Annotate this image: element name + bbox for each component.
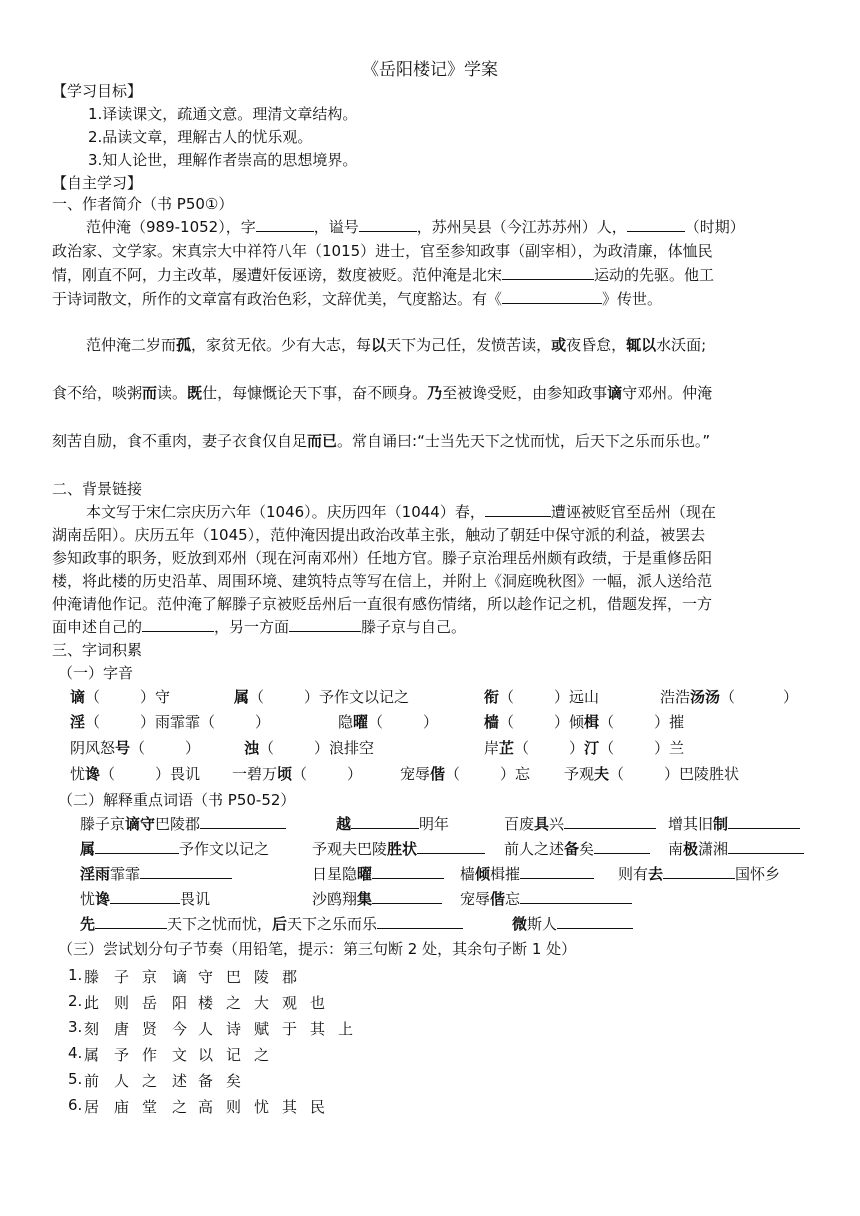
sentence-char: 人 bbox=[114, 1072, 130, 1090]
heading-key-words: （二）解释重点词语（书 P50-52） bbox=[58, 791, 296, 809]
sentence-char: 也 bbox=[310, 994, 326, 1012]
answer-blank[interactable] bbox=[95, 838, 179, 854]
sentence-char: 作 bbox=[142, 1046, 158, 1064]
sentence-char: 岳 bbox=[142, 994, 158, 1012]
sentence-char: 以 bbox=[198, 1046, 214, 1064]
answer-blank[interactable] bbox=[520, 863, 594, 879]
sentence-char: 民 bbox=[310, 1098, 326, 1116]
intro-line-1: 范仲淹（989-1052），字 ，谥号 ，苏州吴县（今江苏苏州）人， （时期） bbox=[86, 218, 745, 236]
sentence-char: 滕 bbox=[84, 968, 100, 986]
story-line-1: 范仲淹二岁而孤，家贫无依。少有大志，每以天下为己任，发愤苦读，或夜昏怠，辄以水沃面; bbox=[86, 336, 707, 354]
document-page: 《岳阳楼记》学案 【学习目标】 1.译读课文，疏通文意。理清文章结构。 2.品读文章，理解古人的忧乐观。 3.知人论世，理解作者崇高的思想境界。 【自主学习】 一、作者简介（书 P50①） 范仲淹（989-1052），字 ，谥号 ，苏州吴县（今江苏苏州）人， （时期） 政治家、文学家。宋真宗大中祥符八年（1015）进士，官至参知政事（副宰相），为政清廉，体恤民 情，刚直不阿，力主改革，屡遭奸佞诬谤，数度被贬。范仲淹是北宋 运动的先驱。他工 于诗词散文，所作的文章富有政治色彩，文辞优美，气度豁达。有《 》传世。 范仲淹二岁而孤，家贫无依。少有大志，每以天下为己任，发愤苦读，或夜昏怠，辄以水沃面; 食不给，啖粥而读。既仕，每慷慨论天下事，奋不顾身。乃至被谗受贬，由参知政事谪守邓州。仲淹 刻苦自励，食不重肉，妻子衣食仅自足而已。常自诵曰:“士当先天下之忧而忧，后天下之乐而乐也。” 二、背景链接 本文写于宋仁宗庆历六年（1046）。庆历四年（1044）春， 遭诬被贬官至岳州（现在 湖南岳阳）。庆历五年（1045），范仲淹因提出政治改革主张，触动了朝廷中保守派的利益，被罢去 参知政事的职务，贬放到邓州（现在河南邓州）任地方官。滕子京治理岳州颇有政绩，于是重修岳阳 楼，将此楼的历史沿革、周围环境、建筑特点等写在信上，并附上《洞庭晚秋图》一幅，派人送给范 仲淹请他作记。范仲淹了解滕子京被贬岳州后一直很有感伤情绪，所以趁作记之机，借题发挥，一方 面申述自己的 ，另一方面 滕子京与自己。 三、字词积累 （一）字音 谪（ ）守 属（ ）予作文以记之 衔（ ）远山 浩浩汤汤（ ） 淫（ ）雨霏霏（ ） 隐曜（ ） 樯（ ）倾楫（ ）摧 阴风怒号（ ） 浊（ ）浪排空 岸芷（ ）汀（ ）兰 忧谗（ ）畏讥 一碧万顷（ ） 宠辱偕（ ）忘 予观夫（ ）巴陵胜状 （二）解释重点词语（书 P50-52） 滕子京谪守巴陵郡 越 明年 百废具兴 增其旧制 属 予作文以记之 予观夫巴陵胜状 前人之述备矣 南极潇湘 淫雨霏霏 日星隐曜 樯倾楫摧 则有去 国怀乡 忧谗 畏讥 沙鸥翔集 宠辱偕忘 先 天下之忧而忧，后天下之乐而乐 微斯人 （三）尝试划分句子节奏（用铅笔，提示：第三句断 2 处，其余句子断 1 处） 1. 滕 子 京 谪 守 巴 陵 郡 2. 此 则 岳 阳 楼 之 大 观 也 3. 刻 唐 贤 今 人 诗 赋 于 其 上 4. 属 予 作 文 以 记 之 5. 前 人 之 述 备 矣 6. 居 庙 堂 之 高 则 忧 其 民 bbox=[0, 0, 860, 1216]
bg-line-4: 楼，将此楼的历史沿革、周围环境、建筑特点等写在信上，并附上《洞庭晚秋图》一幅，派人送给范 bbox=[52, 572, 713, 590]
sentence-char: 人 bbox=[198, 1020, 214, 1038]
answer-blank[interactable] bbox=[351, 813, 419, 829]
sentence-char: 楼 bbox=[198, 994, 214, 1012]
answer-blank[interactable] bbox=[377, 913, 463, 929]
intro-line-3: 情，刚直不阿，力主改革，屡遭奸佞诬谤，数度被贬。范仲淹是北宋 运动的先驱。他工 bbox=[52, 266, 715, 284]
sentence-char: 观 bbox=[282, 994, 298, 1012]
heading-rhythm: （三）尝试划分句子节奏（用铅笔，提示：第三句断 2 处，其余句子断 1 处） bbox=[58, 940, 577, 958]
intro-line-2: 政治家、文学家。宋真宗大中祥符八年（1015）进士，官至参知政事（副宰相），为政清廉，体恤民 bbox=[52, 242, 713, 260]
story-line-2: 食不给，啖粥而读。既仕，每慷慨论天下事，奋不顾身。乃至被谗受贬，由参知政事谪守邓州。仲淹 bbox=[52, 384, 713, 402]
answer-blank[interactable] bbox=[663, 863, 735, 879]
sentence-char: 其 bbox=[310, 1020, 326, 1038]
key-word: 以 bbox=[371, 336, 387, 354]
sentence-number: 2. bbox=[68, 992, 83, 1010]
sentence-char: 诗 bbox=[226, 1020, 242, 1038]
sentence-char: 京 bbox=[142, 968, 158, 986]
sentence-char: 此 bbox=[84, 994, 100, 1012]
blank-movement[interactable] bbox=[502, 264, 594, 280]
answer-blank[interactable] bbox=[372, 863, 444, 879]
sentence-char: 谪 bbox=[172, 968, 188, 986]
blank-period[interactable] bbox=[627, 216, 685, 232]
story-line-3: 刻苦自励，食不重肉，妻子衣食仅自足而已。常自诵曰:“士当先天下之忧而忧，后天下之乐而乐也。” bbox=[52, 432, 711, 450]
sentence-char: 予 bbox=[114, 1046, 130, 1064]
bg-line-5: 仲淹请他作记。范仲淹了解滕子京被贬岳州后一直很有感伤情绪，所以趁作记之机，借题发挥，一方 bbox=[52, 595, 713, 613]
sentence-number: 5. bbox=[68, 1070, 83, 1088]
key-word: 乃 bbox=[427, 384, 443, 402]
key-word: 辄以 bbox=[626, 336, 657, 354]
sentence-char: 忧 bbox=[254, 1098, 270, 1116]
sentence-char: 记 bbox=[226, 1046, 242, 1064]
sentence-char: 前 bbox=[84, 1072, 100, 1090]
sentence-char: 郡 bbox=[282, 968, 298, 986]
sentence-char: 刻 bbox=[84, 1020, 100, 1038]
key-word: 孤 bbox=[176, 336, 192, 354]
sentence-char: 之 bbox=[254, 1046, 270, 1064]
sentence-char: 赋 bbox=[254, 1020, 270, 1038]
sentence-number: 1. bbox=[68, 966, 83, 984]
goal-item: 1.译读课文，疏通文意。理清文章结构。 bbox=[88, 105, 358, 123]
sentence-char: 之 bbox=[172, 1098, 188, 1116]
goal-item: 2.品读文章，理解古人的忧乐观。 bbox=[88, 128, 313, 146]
section-learning-goals: 【学习目标】 bbox=[52, 82, 143, 100]
sentence-char: 今 bbox=[172, 1020, 188, 1038]
sentence-char: 矣 bbox=[226, 1072, 242, 1090]
sentence-char: 子 bbox=[114, 968, 130, 986]
sentence-char: 其 bbox=[282, 1098, 298, 1116]
answer-blank[interactable] bbox=[594, 838, 650, 854]
answer-blank[interactable] bbox=[557, 913, 633, 929]
heading-vocab: 三、字词积累 bbox=[52, 641, 143, 659]
sentence-char: 述 bbox=[172, 1072, 188, 1090]
heading-background: 二、背景链接 bbox=[52, 480, 143, 498]
blank-courtesy-name[interactable] bbox=[256, 216, 314, 232]
bg-line-6: 面申述自己的 ，另一方面 滕子京与自己。 bbox=[52, 618, 467, 636]
sentence-char: 居 bbox=[84, 1098, 100, 1116]
sentence-char: 大 bbox=[254, 994, 270, 1012]
blank-works[interactable] bbox=[502, 288, 602, 304]
sentence-char: 之 bbox=[226, 994, 242, 1012]
sentence-char: 唐 bbox=[114, 1020, 130, 1038]
sentence-char: 上 bbox=[338, 1020, 354, 1038]
section-self-study: 【自主学习】 bbox=[52, 174, 143, 192]
key-word: 既 bbox=[187, 384, 203, 402]
sentence-char: 高 bbox=[198, 1098, 214, 1116]
answer-blank[interactable] bbox=[200, 813, 286, 829]
blank-who[interactable] bbox=[485, 501, 551, 517]
sentence-char: 之 bbox=[142, 1072, 158, 1090]
key-word: 而已 bbox=[307, 432, 338, 450]
answer-blank[interactable] bbox=[95, 913, 167, 929]
sentence-char: 巴 bbox=[226, 968, 242, 986]
sentence-char: 则 bbox=[226, 1098, 242, 1116]
sentence-char: 于 bbox=[282, 1020, 298, 1038]
sentence-char: 贤 bbox=[142, 1020, 158, 1038]
answer-blank[interactable] bbox=[417, 838, 485, 854]
key-word: 而 bbox=[142, 384, 158, 402]
blank-encourage[interactable] bbox=[289, 616, 361, 632]
sentence-number: 6. bbox=[68, 1096, 83, 1114]
answer-blank[interactable] bbox=[728, 813, 800, 829]
bg-line-3: 参知政事的职务，贬放到邓州（现在河南邓州）任地方官。滕子京治理岳州颇有政绩，于是重修岳阳 bbox=[52, 549, 713, 567]
sentence-number: 4. bbox=[68, 1044, 83, 1062]
goal-item: 3.知人论世，理解作者崇高的思想境界。 bbox=[88, 151, 358, 169]
heading-author-intro: 一、作者简介（书 P50①） bbox=[52, 195, 234, 213]
sentence-char: 属 bbox=[84, 1046, 100, 1064]
sentence-number: 3. bbox=[68, 1018, 83, 1036]
answer-blank[interactable] bbox=[372, 888, 442, 904]
page-title: 《岳阳楼记》学案 bbox=[362, 60, 498, 80]
sentence-char: 阳 bbox=[172, 994, 188, 1012]
sentence-char: 堂 bbox=[142, 1098, 158, 1116]
sentence-char: 守 bbox=[198, 968, 214, 986]
sentence-char: 庙 bbox=[114, 1098, 130, 1116]
sentence-char: 备 bbox=[198, 1072, 214, 1090]
answer-blank[interactable] bbox=[728, 838, 804, 854]
answer-blank[interactable] bbox=[520, 888, 632, 904]
sentence-char: 文 bbox=[172, 1046, 188, 1064]
key-word: 谪 bbox=[607, 384, 623, 402]
blank-state[interactable] bbox=[142, 616, 214, 632]
answer-blank[interactable] bbox=[110, 888, 180, 904]
answer-blank[interactable] bbox=[140, 863, 232, 879]
blank-posthumous-name[interactable] bbox=[359, 216, 417, 232]
sentence-char: 陵 bbox=[254, 968, 270, 986]
sentence-char: 则 bbox=[114, 994, 130, 1012]
bg-line-1: 本文写于宋仁宗庆历六年（1046）。庆历四年（1044）春， 遭诬被贬官至岳州（现在 bbox=[86, 503, 716, 521]
bg-line-2: 湖南岳阳）。庆历五年（1045），范仲淹因提出政治改革主张，触动了朝廷中保守派的利益，被罢去 bbox=[52, 526, 706, 544]
heading-pronunciation: （一）字音 bbox=[58, 664, 134, 682]
answer-blank[interactable] bbox=[564, 813, 656, 829]
intro-line-4: 于诗词散文，所作的文章富有政治色彩，文辞优美，气度豁达。有《 》传世。 bbox=[52, 290, 663, 308]
key-word: 或 bbox=[551, 336, 567, 354]
